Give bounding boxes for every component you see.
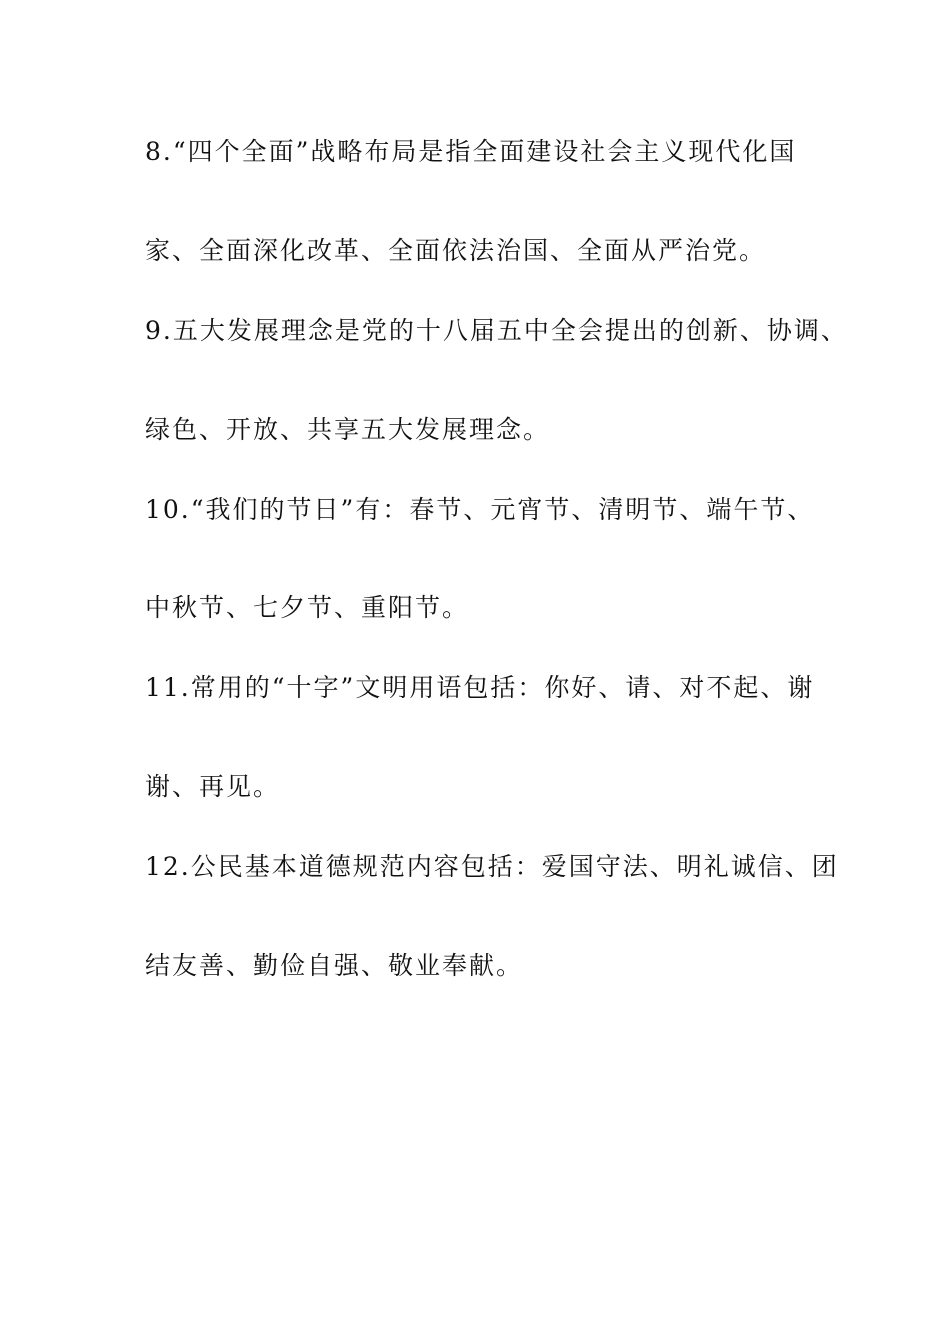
item-10-line-2: 中秋节、七夕节、重阳节。 (145, 593, 470, 622)
item-11-line-2: 谢、再见。 (145, 772, 281, 801)
item-10-line-1: 10.“我们的节日”有：春节、元宵节、清明节、端午节、 (145, 495, 815, 524)
item-8-line-1: 8.“四个全面”战略布局是指全面建设社会主义现代化国 (145, 137, 797, 166)
item-12-line-2: 结友善、勤俭自强、敬业奉献。 (145, 951, 524, 980)
item-11-line-1: 11.常用的“十字”文明用语包括：你好、请、对不起、谢 (145, 673, 815, 702)
item-12-line-1: 12.公民基本道德规范内容包括：爱国守法、明礼诚信、团 (145, 852, 839, 881)
item-8-line-2: 家、全面深化改革、全面依法治国、全面从严治党。 (145, 236, 767, 265)
item-9-line-1: 9.五大发展理念是党的十八届五中全会提出的创新、协调、 (145, 316, 848, 345)
item-9-line-2: 绿色、开放、共享五大发展理念。 (145, 415, 551, 444)
